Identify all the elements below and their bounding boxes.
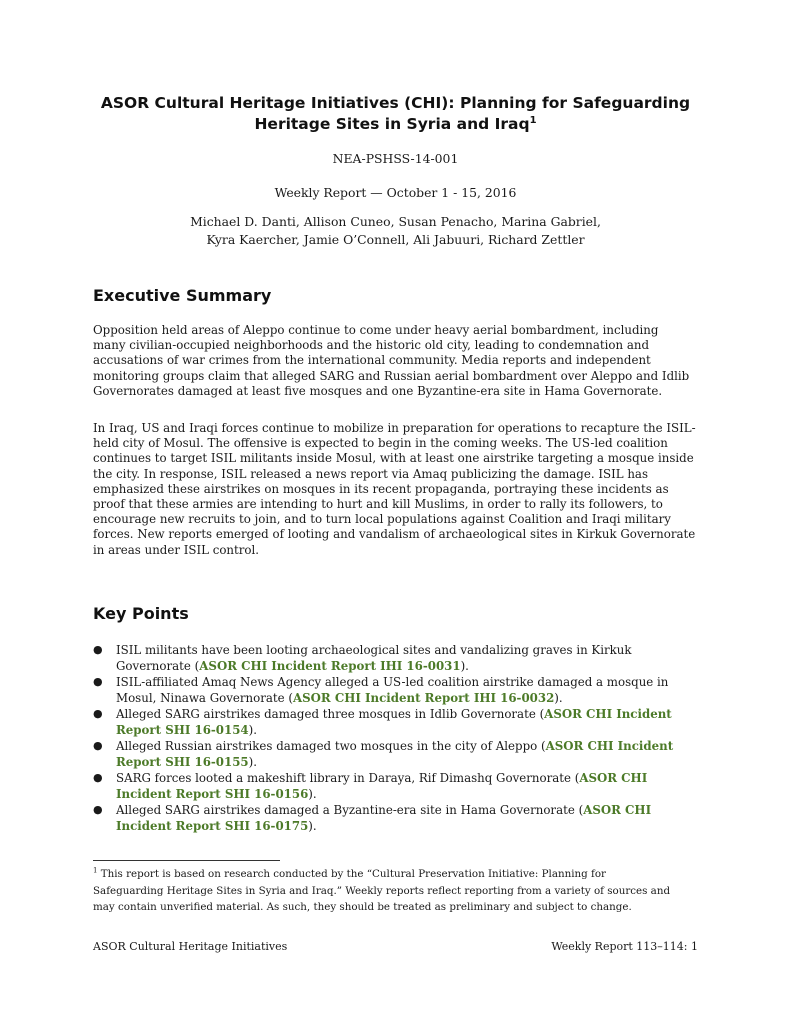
bullet-icon: ● — [93, 643, 103, 656]
incident-report-link[interactable]: ASOR CHI Incident Report IHI 16-0031 — [199, 659, 461, 673]
summary-paragraph-2 — [93, 421, 708, 558]
report-title — [60, 93, 731, 135]
footnote — [93, 866, 713, 916]
footnote-marker[interactable]: 1 — [529, 114, 537, 126]
key-point-item: ● ISIL militants have been looting archaeological sites and vandalizing graves in Kirkuk Governorate (ASOR CHI Incident Report IHI 16-0031). — [93, 643, 632, 673]
key-point-item: ● Alleged SARG airstrikes damaged a Byzantine-era site in Hama Governorate (ASOR CHI Incident Report SHI 16-0175). — [93, 803, 652, 833]
authors-line-1: Michael D. Danti, Allison Cuneo, Susan Penacho, Marina Gabriel, — [190, 214, 601, 229]
executive-summary-heading: Executive Summary — [93, 286, 272, 305]
text-line: in areas under ISIL control. — [93, 542, 260, 557]
incident-report-link[interactable]: Incident Report SHI 16-0175 — [116, 819, 309, 833]
summary-paragraph-1 — [93, 323, 708, 399]
key-point-item: ● Alleged SARG airstrikes damaged three mosques in Idlib Governorate (ASOR CHI Incident Report SHI 16-0154). — [93, 707, 672, 737]
key-point-item: ● Alleged Russian airstrikes damaged two mosques in the city of Aleppo (ASOR CHI Incident Report SHI 16-0155). — [93, 739, 674, 769]
key-point-item: ● SARG forces looted a makeshift library in Daraya, Rif Dimashq Governorate (ASOR CHI Incident Report SHI 16-0156). — [93, 771, 648, 801]
bullet-icon: ● — [93, 675, 103, 688]
grant-code: NEA-PSHSS-14-001 — [332, 151, 459, 166]
title-line-1: ASOR Cultural Heritage Initiatives (CHI): Planning for Safeguarding — [100, 94, 691, 112]
text-line: monitoring groups claim that alleged SARG and Russian aerial bombardment over Aleppo and Idlib — [93, 368, 690, 383]
incident-report-link[interactable]: Report SHI 16-0155 — [116, 755, 249, 769]
text-line: emphasized these airstrikes on mosques in its recent propaganda, portraying these incidents as — [93, 481, 669, 496]
incident-report-link[interactable]: ASOR CHI — [583, 803, 652, 817]
footnote-line-3: may contain unverified material. As such, they should be treated as preliminary and subject to change. — [93, 901, 632, 913]
bullet-icon: ● — [93, 739, 103, 752]
bullet-icon: ● — [93, 771, 103, 784]
text-line: forces. New reports emerged of looting and vandalism of archaeological sites in Kirkuk Governorate — [93, 527, 696, 542]
text-line: In Iraq, US and Iraqi forces continue to mobilize in preparation for operations to recapture the ISIL- — [93, 421, 696, 435]
report-date: Weekly Report — October 1 - 15, 2016 — [274, 185, 517, 200]
authors — [60, 213, 731, 249]
key-points-list — [93, 642, 713, 834]
footer-page-number: Weekly Report 113–114: 1 — [551, 940, 698, 953]
text-line: Opposition held areas of Aleppo continue to come under heavy aerial bombardment, including — [93, 323, 659, 337]
footnote-divider — [93, 860, 280, 861]
text-line: encourage new recruits to join, and to turn local populations against Coalition and Iraqi military — [93, 512, 671, 527]
footnote-line-1: $^1$ This report is based on research conducted by the “Cultural Preservation Initiative: Planning for — [93, 866, 606, 880]
incident-report-link[interactable]: ASOR CHI — [579, 771, 648, 785]
incident-report-link[interactable]: Incident Report SHI 16-0156 — [116, 787, 309, 801]
incident-report-link[interactable]: Report SHI 16-0154 — [116, 723, 249, 737]
text-line: continues to target ISIL militants inside Mosul, with at least one airstrike targeting a mosque inside — [93, 451, 694, 466]
incident-report-link[interactable]: ASOR CHI Incident — [544, 707, 672, 721]
incident-report-link[interactable]: ASOR CHI Incident — [545, 739, 674, 753]
text-line: proof that these armies are intending to hurt and kill Muslims, in order to rally its followers, to — [93, 497, 663, 512]
text-line: many civilian-occupied neighborhoods and the historic old city, leading to condemnation and — [93, 338, 650, 353]
footer-org: ASOR Cultural Heritage Initiatives — [93, 940, 288, 953]
key-point-item: ● ISIL-affiliated Amaq News Agency alleged a US-led coalition airstrike damaged a mosque in Mosul, Ninawa Governorate (ASOR CHI Incident Report IHI 16-0032). — [93, 675, 669, 705]
footnote-number: 1 — [93, 866, 98, 875]
incident-report-link[interactable]: ASOR CHI Incident Report IHI 16-0032 — [292, 691, 555, 705]
text-line: accusations of war crimes from the international community. Media reports and independent — [93, 353, 651, 368]
bullet-icon: ● — [93, 707, 103, 720]
authors-line-2: Kyra Kaercher, Jamie O’Connell, Ali Jabuuri, Richard Zettler — [206, 232, 585, 247]
text-line: the city. In response, ISIL released a news report via Amaq publicizing the damage. ISIL has — [93, 466, 649, 481]
footnote-line-2: Safeguarding Heritage Sites in Syria and Iraq.” Weekly reports reflect reporting from a variety of sources and — [93, 884, 671, 897]
key-points-heading: Key Points — [93, 604, 189, 623]
text-line: Governorates damaged at least five mosques and one Byzantine-era site in Hama Governorate. — [93, 383, 663, 398]
bullet-icon: ● — [93, 803, 103, 816]
text-line: held city of Mosul. The offensive is expected to begin in the coming weeks. The US-led coalition — [93, 436, 668, 451]
title-line-2: Heritage Sites in Syria and Iraq$^1$ — [254, 114, 537, 133]
